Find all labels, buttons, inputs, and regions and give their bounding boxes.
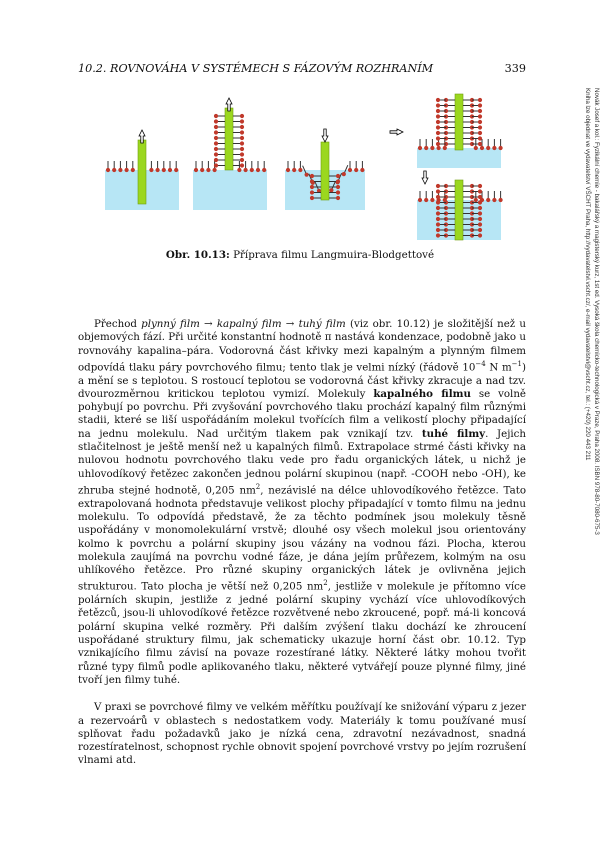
section-title: 10.2. ROVNOVÁHA V SYSTÉMECH S FÁZOVÝM ROZHRANÍM	[78, 62, 434, 75]
sidebar-citation: Novák Josef a kol.: Fyzikální chemie - bakalářský a magisterský kurz, 1st ed. Vysoká škola chemicko-technologická v Praze, Praha 2008. ISBN 978-80-7080-675-3	[593, 88, 600, 535]
polar-head	[430, 198, 434, 202]
running-header	[78, 62, 526, 78]
polar-head	[149, 168, 153, 172]
paragraph-films	[78, 318, 526, 687]
polar-head	[310, 190, 314, 194]
polar-head	[436, 114, 440, 118]
text-run: −1	[511, 359, 522, 368]
polar-head	[156, 168, 160, 172]
polar-head	[443, 146, 447, 150]
polar-head	[213, 168, 217, 172]
polar-head	[125, 168, 129, 172]
glass-slide	[138, 140, 146, 204]
water-trough	[417, 148, 501, 168]
text-run: →	[199, 318, 217, 330]
polar-head	[436, 184, 440, 188]
polar-head	[244, 168, 248, 172]
polar-head	[286, 168, 290, 172]
text-run: kapalného filmu	[373, 387, 471, 400]
polar-head	[478, 233, 482, 237]
polar-head	[174, 168, 178, 172]
polar-head	[478, 211, 482, 215]
text-run: N m	[485, 361, 512, 374]
text-run: tuhý film	[298, 318, 346, 330]
body-text	[78, 318, 526, 768]
polar-head	[478, 184, 482, 188]
polar-head	[418, 146, 422, 150]
polar-head	[214, 130, 218, 134]
glass-slide	[455, 180, 463, 240]
water-trough	[193, 170, 267, 210]
polar-head	[478, 228, 482, 232]
polar-head	[200, 168, 204, 172]
polar-head	[436, 228, 440, 232]
polar-head	[436, 200, 440, 204]
polar-head	[214, 125, 218, 129]
polar-head	[436, 211, 440, 215]
langmuir-blodgett-figure	[95, 92, 515, 242]
polar-head	[240, 158, 244, 162]
polar-head	[437, 146, 441, 150]
caption-label: Obr. 10.13:	[165, 249, 230, 261]
polar-head	[478, 131, 482, 135]
text-run: V praxi se povrchové filmy ve velkém měřítku používají ke snižování výparu z jezer a rezervoárů v oblastech s nedostatkem vody. Materiály k tomu používané musí splňovat řadu požadavků jako je nízká cena, zdravotní nezávadnost, snadná rozestíratelnost, schopnost rychle obnovit spojení povrchové vrstvy po jejím rozrušení vlnami atd.	[78, 701, 526, 767]
polar-head	[499, 146, 503, 150]
text-run: ) a mění se s teplotou. S rostoucí teplotou se vodorovná část křivky zkracuje a nad tzv. dvourozměrnou kritickou teplotou vymizí. Molekuly	[78, 361, 526, 400]
polar-head	[214, 147, 218, 151]
text-run: (viz obr. 10.12) je složitější než u objemových fází. Při určité konstantní hodnotě π nastává kondenzace, podobně jako u rovnováhy kapalina–pára. Vodorovná část křivky mezi kapalným a plynným filmem odpovídá tlaku páry povrchového filmu; tento tlak je velmi nízký (řádově 10	[78, 318, 526, 374]
polar-head	[486, 146, 490, 150]
polar-head	[478, 195, 482, 199]
polar-head	[492, 146, 496, 150]
polar-head	[478, 136, 482, 140]
polar-head	[214, 141, 218, 145]
polar-head	[162, 168, 166, 172]
polar-head	[298, 168, 302, 172]
polar-head	[250, 168, 254, 172]
polar-head	[336, 174, 340, 178]
polar-head	[206, 168, 210, 172]
arrow-down-icon	[322, 129, 328, 142]
text-run: kapalný film	[216, 318, 282, 330]
polar-head	[492, 198, 496, 202]
text-run: , nezávislé na délce uhlovodíkového řetězce. Tato extrapolovaná hodnota představuje velikost plochy připadající v tomto filmu na jednu molekulu. To odpovídá představě, že za těchto podmínek jsou molekuly těsně uspořádány v monomolekulární vrstvě; dlouhé osy všech molekul jsou orientovány kolmo k povrchu a polární skupiny jsou vázány na vodnou fázi. Plocha, kterou molekula zaujímá na povrchu vodné fáze, je dána jejím průřezem, kolmým na osu uhlíkového řetězce. Pro různé skupiny organických látek je ovlivněna jejich strukturou. Tato plocha je větší než 0,205 nm	[78, 484, 526, 593]
polar-head	[478, 217, 482, 221]
polar-head	[240, 114, 244, 118]
polar-head	[436, 195, 440, 199]
polar-head	[168, 168, 172, 172]
polar-head	[348, 168, 352, 172]
polar-head	[436, 222, 440, 226]
polar-head	[240, 147, 244, 151]
polar-head	[430, 146, 434, 150]
polar-head	[240, 136, 244, 140]
polar-head	[478, 200, 482, 204]
polar-head	[131, 168, 135, 172]
sidebar-order-info: Kniha lze objednat ve vydavatelství VŠCHT Praha, http://vydavatelstvi.vscht.cz/, e-mail vydavatelstvi@vscht.cz, tel.: (+420) 220 443 211	[584, 88, 591, 461]
caption-text: Příprava filmu Langmuira-Blodgettové	[229, 249, 435, 261]
glass-slide	[455, 94, 463, 150]
polar-head	[214, 119, 218, 123]
polar-head	[240, 163, 244, 167]
polar-head	[214, 136, 218, 140]
text-run: tuhé filmy	[421, 427, 486, 440]
glass-slide	[225, 108, 233, 170]
polar-head	[486, 198, 490, 202]
polar-head	[478, 103, 482, 107]
polar-head	[240, 130, 244, 134]
polar-head	[436, 142, 440, 146]
figure-caption	[0, 249, 600, 261]
polar-head	[214, 158, 218, 162]
text-run: plynný film	[141, 318, 200, 330]
polar-head	[436, 131, 440, 135]
polar-head	[478, 142, 482, 146]
polar-head	[478, 98, 482, 102]
text-run: 2	[255, 482, 261, 491]
polar-head	[478, 114, 482, 118]
polar-head	[237, 168, 241, 172]
arrow-down-icon	[422, 171, 428, 184]
polar-head	[240, 125, 244, 129]
paragraph-practice	[78, 701, 526, 767]
polar-head	[106, 168, 110, 172]
polar-head	[436, 103, 440, 107]
polar-head	[336, 190, 340, 194]
text-run: . Jejich stlačitelnost je ještě menší než u kapalných filmů. Extrapolace strmé části křivky na nulovou hodnotu povrchového tlaku vede pro řadu organických látek, u nichž je uhlovodíkový řetězec zakončen jednou polární skupinou (např. -COOH nebo -OH), ke zhruba stejné hodnotě, 0,205 nm	[78, 427, 526, 497]
polar-head	[112, 168, 116, 172]
polar-head	[214, 152, 218, 156]
polar-head	[194, 168, 198, 172]
polar-head	[360, 168, 364, 172]
text-run: −4	[475, 359, 486, 368]
polar-head	[354, 168, 358, 172]
polar-head	[214, 114, 218, 118]
polar-head	[336, 179, 340, 183]
arrow-right-icon	[390, 129, 403, 135]
polar-head	[436, 233, 440, 237]
polar-head	[310, 196, 314, 200]
polar-head	[478, 206, 482, 210]
polar-head	[436, 120, 440, 124]
polar-head	[499, 198, 503, 202]
polar-head	[478, 222, 482, 226]
polar-head	[118, 168, 122, 172]
polar-head	[478, 109, 482, 113]
polar-head	[310, 174, 314, 178]
polar-head	[436, 136, 440, 140]
polar-head	[436, 206, 440, 210]
polar-head	[436, 109, 440, 113]
text-run: se volně pohybují po povrchu. Při zvyšování povrchového tlaku prochází kapalný film různými stadii, které se liší uspořádáním molekul tvořících film a velikostí plochy připadající na jednu molekulu. Nad určitým tlakem pak vznikají tzv.	[78, 387, 526, 440]
page-number: 339	[504, 62, 526, 75]
polar-head	[240, 152, 244, 156]
text-run: →	[281, 318, 299, 330]
polar-head	[480, 146, 484, 150]
polar-head	[424, 146, 428, 150]
polar-head	[240, 141, 244, 145]
polar-head	[214, 163, 218, 167]
polar-head	[329, 188, 333, 192]
polar-head	[305, 173, 309, 177]
polar-head	[478, 120, 482, 124]
copyright-sidebar	[561, 88, 600, 608]
polar-head	[336, 196, 340, 200]
polar-head	[418, 198, 422, 202]
polar-head	[436, 125, 440, 129]
polar-head	[436, 98, 440, 102]
polar-head	[256, 168, 260, 172]
polar-head	[474, 146, 478, 150]
polar-head	[436, 217, 440, 221]
polar-head	[292, 168, 296, 172]
text-run: Přechod	[94, 318, 142, 330]
polar-head	[310, 179, 314, 183]
text-run: , jestliže v molekule je přítomno více polárních skupin, jestliže z jedné polární skupiny vychází více uhlovodíkových řetězců, jsou-li uhlovodíkové řetězce rozvětvené nebo zkroucené, popř. má-li koncová polární skupina velké rozměry. Při dalším zvýšení tlaku dochází ke zhroucení uspořádané struktury filmu, jak schematicky ukazuje horní část obr. 10.12. Typ vznikajícího filmu závisí na povaze rozestírané látky. Některé látky mohou tvořit různé typy filmů podle aplikovaného tlaku, některé vytvářejí pouze plynné filmy, jiné tvoří jen filmy tuhé.	[78, 580, 526, 686]
text-run: 2	[323, 579, 328, 588]
polar-head	[262, 168, 266, 172]
glass-slide	[321, 142, 329, 200]
polar-head	[436, 189, 440, 193]
polar-head	[478, 125, 482, 129]
polar-head	[240, 119, 244, 123]
polar-head	[342, 172, 346, 176]
polar-head	[474, 198, 478, 202]
polar-head	[336, 185, 340, 189]
polar-head	[310, 185, 314, 189]
polar-head	[424, 198, 428, 202]
polar-head	[478, 189, 482, 193]
